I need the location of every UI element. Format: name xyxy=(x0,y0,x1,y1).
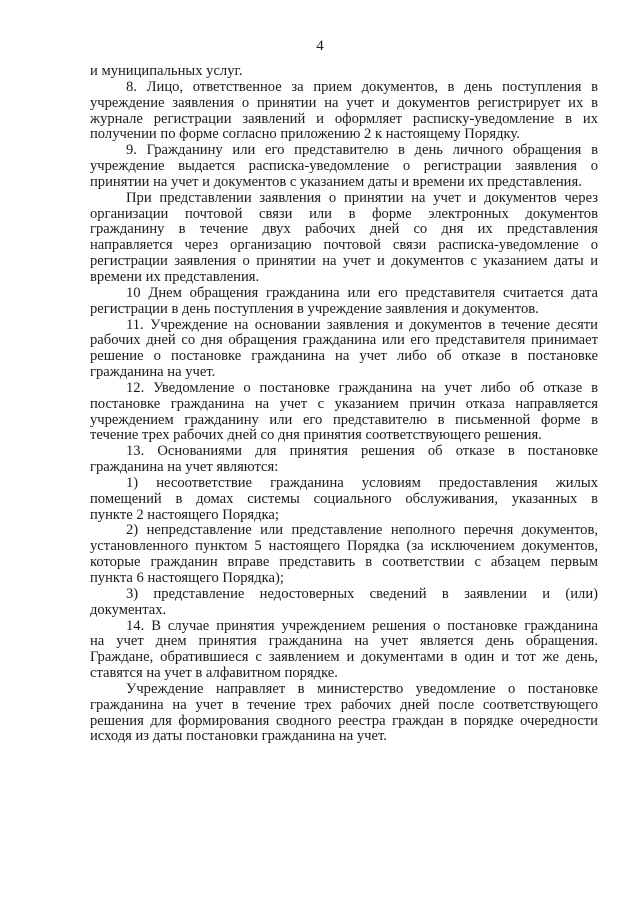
paragraph xyxy=(90,318,598,381)
page-number: 4 xyxy=(316,38,324,54)
paragraph xyxy=(90,381,598,444)
text-line: установленного пунктом 5 настоящего Порядка (за исключением документов, xyxy=(90,538,598,555)
text-line: При представлении заявления о принятии на учет и документов через xyxy=(126,189,598,206)
paragraph xyxy=(90,682,598,745)
text-line: исходя из даты постановки гражданина на учет. xyxy=(90,728,387,745)
paragraph xyxy=(90,619,598,682)
text-line: пункта 6 настоящего Порядка); xyxy=(90,570,284,586)
text-line: Граждане, обратившиеся с заявлением и документами в один и тот же день, xyxy=(90,649,598,666)
text-line: регистрации в день поступления в учреждение заявления и документов. xyxy=(90,300,539,317)
text-line: 9. Гражданину или его представителю в день личного обращения в xyxy=(126,142,598,159)
text-line: ставятся на учет в алфавитном порядке. xyxy=(90,665,338,682)
text-line: 13. Основаниями для принятия решения об отказе в постановке xyxy=(126,443,598,460)
paragraph xyxy=(90,80,598,143)
paragraph xyxy=(90,191,598,286)
text-line: 2) непредставление или представление неполного перечня документов, xyxy=(126,522,598,539)
text-line: регистрации заявления о принятии на учет и документов с указанием даты и xyxy=(90,253,598,270)
text-line: направляется через организацию почтовой связи расписка-уведомление о xyxy=(90,237,598,254)
text-line: организации почтовой связи или в форме электронных документов xyxy=(90,205,598,222)
text-line: журнале регистрации заявлений и оформляет расписку-уведомление в их xyxy=(90,110,598,127)
paragraph xyxy=(90,444,598,476)
text-line: учреждение выдается расписка-уведомление о регистрации заявления о xyxy=(90,158,598,175)
text-line: решение о постановке гражданина на учет либо об отказе в постановке xyxy=(90,348,598,365)
text-line: времени их представления. xyxy=(90,268,260,285)
text-line: гражданина на учет в течение трех рабочих дней после соответствующего xyxy=(90,696,598,713)
paragraph-continuation xyxy=(90,64,598,80)
text-line: помещений в домах системы социального обслуживания, указанных в xyxy=(90,490,598,507)
text-line: 11. Учреждение на основании заявления и документов в течение десяти xyxy=(126,316,598,333)
text-line: 10 Днем обращения гражданина или его представителя считается дата xyxy=(126,284,598,301)
text-line: течение трех рабочих дней со дня принятия соответствующего решения. xyxy=(90,427,542,444)
text-line: учреждение заявления о принятии на учет и документов регистрирует их в xyxy=(90,94,598,111)
text-line: 1) несоответствие гражданина условиям предоставления жилых xyxy=(126,474,598,491)
document-body xyxy=(90,64,598,745)
text-line: 8. Лицо, ответственное за прием документов, в день поступления в xyxy=(126,78,598,95)
paragraph xyxy=(90,286,598,318)
text-line: Учреждение направляет в министерство уведомление о постановке xyxy=(126,680,598,697)
text-line: гражданину в течение двух рабочих дней со дня их представления xyxy=(90,221,598,238)
paragraph xyxy=(90,143,598,191)
text-line: на учет днем принятия гражданина на учет является день обращения. xyxy=(90,633,598,650)
text-line: 3) представление недостоверных сведений в заявлении и (или) xyxy=(126,585,598,602)
text-line: гражданина на учет. xyxy=(90,364,216,381)
text-line: пункте 2 настоящего Порядка; xyxy=(90,506,279,523)
text-line: решения для формирования сводного реестра граждан в порядке очередности xyxy=(90,712,598,729)
text-line: принятии на учет и документов с указанием даты и времени их представления. xyxy=(90,173,582,190)
text-line: документах. xyxy=(90,601,167,618)
text-line: 14. В случае принятия учреждением решения о постановке гражданина xyxy=(126,617,598,634)
text-line: постановке гражданина на учет с указанием причин отказа направляется xyxy=(90,395,598,412)
text-line: и муниципальных услуг. xyxy=(90,63,243,79)
text-line: рабочих дней со дня обращения гражданина или его представителя принимает xyxy=(90,332,598,349)
text-line: которые гражданин вправе представить в соответствии с абзацем первым xyxy=(90,554,598,571)
paragraph xyxy=(90,523,598,586)
text-line: 12. Уведомление о постановке гражданина на учет либо об отказе в xyxy=(126,379,598,396)
paragraph xyxy=(90,587,598,619)
text-line: получении по форме согласно приложению 2 к настоящему Порядку. xyxy=(90,126,520,143)
paragraph xyxy=(90,476,598,524)
text-line: учреждением гражданину или его представителю в письменной форме в xyxy=(90,411,598,428)
text-line: гражданина на учет являются: xyxy=(90,459,279,476)
